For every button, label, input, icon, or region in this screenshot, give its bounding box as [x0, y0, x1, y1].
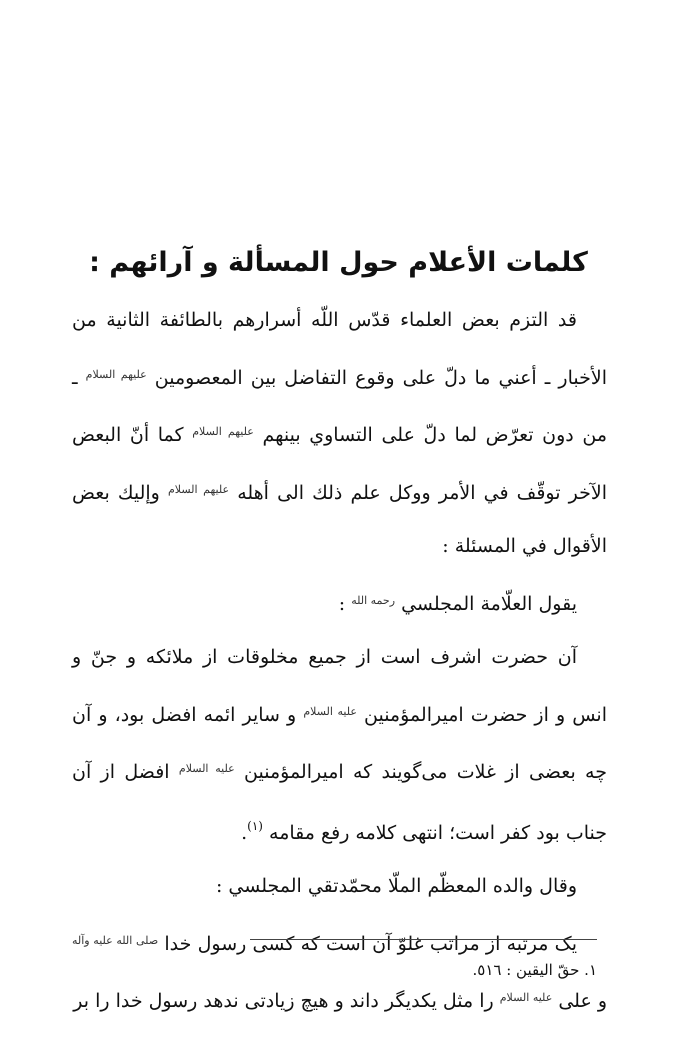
honorific-alayhim: عليهم السلام — [192, 425, 254, 438]
paragraph-father-quote-intro — [72, 860, 607, 914]
intro-text-part-2: ـ من دون تعرّض لما دلّ على التساوي بينهم — [72, 366, 608, 446]
honorific-rahimah: رحمه الله — [351, 593, 396, 607]
persian-quote-1-part-3: افضل از آن جناب بود كفر است؛ انتهى كلامه رفع مقامه — [72, 761, 607, 844]
intro-text-part-4: وإليك بعض الأقوال في المسئلة : — [72, 481, 607, 557]
majlisi-intro-text: يقول العلّامة المجلسي — [401, 592, 577, 615]
persian-quote-1-end: . — [241, 821, 248, 844]
body-text — [72, 294, 607, 1029]
persian-quote-2-part-3: را مثل يكديگر داند و هيچ زيادتى ندهد رسول خدا را بر — [73, 990, 494, 1012]
honorific-alayh: عليه السلام — [303, 704, 357, 718]
majlisi-intro-colon: : — [338, 592, 346, 615]
paragraph-majlisi-quote-intro — [72, 574, 607, 632]
honorific-alayhim: عليهم السلام — [167, 482, 230, 496]
intro-text-part-1: قد التزم بعض العلماء قدّس اللّه أسرارهم بالطائفة الثانية من الأخبار ـ أعني ما دلّ على وقوع التفاضل بين المعصومين — [72, 309, 607, 389]
footnote: ١. حقّ اليقين : ٥١٦. — [472, 961, 597, 979]
persian-quote-1-part-1: آن حضرت اشرف است از جميع مخلوقات از ملائكه و جنّ و انس و از حضرت اميرالمؤمنين — [72, 646, 608, 726]
honorific-alayh: عليه السلام — [499, 991, 553, 1004]
persian-quote-2-part-2: و على — [558, 990, 607, 1012]
section-heading: كلمات الأعلام حول المسألة و آرائهم : — [89, 247, 588, 278]
persian-quote-1-part-2: و ساير ائمه افضل بود، و آن چه بعضى از غلات مى‌گويند كه اميرالمؤمنين — [72, 703, 607, 783]
honorific-sallallah: صلى الله عليه وآله — [72, 933, 159, 947]
paragraph-intro — [72, 294, 607, 574]
persian-quote-2-part-1: يک مرتبه از مراتب غلوّ آن است كه كسى رسول خدا — [164, 932, 577, 955]
father-intro-text: وقال والده المعظّم الملّا محمّدتقي المجلسي : — [215, 875, 577, 897]
honorific-alayhim: عليهم السلام — [85, 367, 147, 381]
footnote-divider — [250, 939, 597, 940]
paragraph-persian-quote-1 — [72, 631, 607, 860]
footnote-reference-1[interactable]: (١) — [247, 818, 263, 833]
honorific-alayh: عليه السلام — [178, 762, 235, 775]
intro-text-part-3: كما أنّ البعض الآخر توقّف في الأمر ووكل علم ذلك الى أهله — [72, 424, 607, 504]
